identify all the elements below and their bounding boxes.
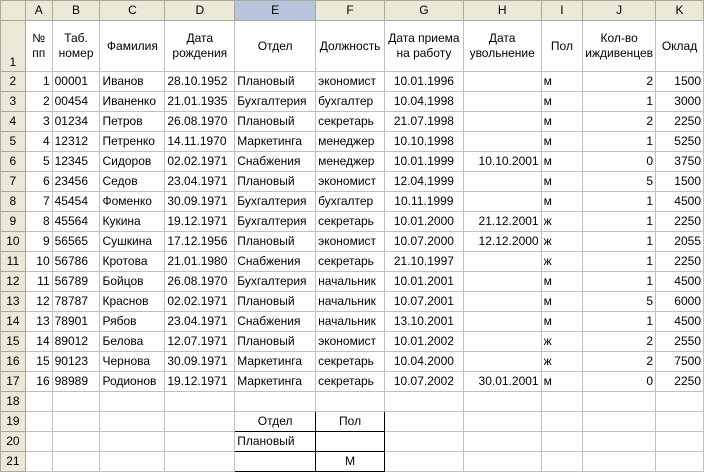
column-header-f[interactable]: F xyxy=(316,1,385,21)
empty-cell[interactable] xyxy=(235,392,316,412)
data-cell[interactable] xyxy=(463,312,541,332)
empty-cell[interactable] xyxy=(656,412,704,432)
data-cell[interactable]: 14.11.1970 xyxy=(165,132,235,152)
data-cell[interactable]: Маркетинга xyxy=(235,372,316,392)
table-row xyxy=(1,132,704,152)
data-cell[interactable]: 10.01.1996 xyxy=(385,72,464,92)
data-cell[interactable]: 19.12.1971 xyxy=(165,372,235,392)
data-cell[interactable] xyxy=(463,112,541,132)
data-cell[interactable]: Бухгалтерия xyxy=(235,92,316,112)
empty-cell[interactable] xyxy=(656,392,704,412)
data-cell[interactable]: ж xyxy=(541,332,583,352)
data-cell[interactable]: Иванов xyxy=(100,72,165,92)
header-cell[interactable]: Пол xyxy=(541,21,583,72)
data-cell[interactable]: 2 xyxy=(583,72,656,92)
criteria-cell[interactable]: Плановый xyxy=(235,432,316,452)
data-cell[interactable]: 56565 xyxy=(52,232,100,252)
column-header-b[interactable]: B xyxy=(52,1,100,21)
data-cell[interactable]: 23.04.1971 xyxy=(165,312,235,332)
data-cell[interactable]: 10.07.2002 xyxy=(385,372,464,392)
data-cell[interactable]: м xyxy=(541,192,583,212)
criteria-cell[interactable]: Отдел xyxy=(235,412,316,432)
data-cell[interactable]: 1 xyxy=(583,312,656,332)
empty-cell[interactable] xyxy=(52,392,100,412)
data-cell[interactable]: 89012 xyxy=(52,332,100,352)
data-cell[interactable]: м xyxy=(541,172,583,192)
row-header[interactable]: 5 xyxy=(1,132,26,152)
empty-cell[interactable] xyxy=(463,432,541,452)
column-header-c[interactable]: C xyxy=(100,1,165,21)
data-cell[interactable]: 1500 xyxy=(656,72,704,92)
empty-cell[interactable] xyxy=(52,452,100,472)
data-cell[interactable]: Кукина xyxy=(100,212,165,232)
empty-cell[interactable] xyxy=(165,392,235,412)
data-cell[interactable]: 2250 xyxy=(656,372,704,392)
data-cell[interactable]: 5 xyxy=(583,292,656,312)
table-row xyxy=(1,412,704,432)
data-cell[interactable]: 1 xyxy=(583,212,656,232)
row-header[interactable]: 4 xyxy=(1,112,26,132)
empty-cell[interactable] xyxy=(100,412,165,432)
empty-cell[interactable] xyxy=(583,452,656,472)
header-cell[interactable]: Таб. номер xyxy=(52,21,100,72)
column-header-k[interactable]: K xyxy=(656,1,704,21)
data-cell[interactable]: 21.01.1980 xyxy=(165,252,235,272)
row-header[interactable]: 6 xyxy=(1,152,26,172)
data-cell[interactable]: 90123 xyxy=(52,352,100,372)
empty-cell[interactable] xyxy=(583,412,656,432)
data-cell[interactable]: 21.01.1935 xyxy=(165,92,235,112)
data-cell[interactable]: экономист xyxy=(316,72,385,92)
data-cell[interactable]: 8 xyxy=(25,212,52,232)
data-cell[interactable] xyxy=(463,272,541,292)
empty-cell[interactable] xyxy=(583,392,656,412)
empty-cell[interactable] xyxy=(165,452,235,472)
criteria-cell[interactable]: М xyxy=(316,452,385,472)
data-cell[interactable]: начальник xyxy=(316,312,385,332)
empty-cell[interactable] xyxy=(100,392,165,412)
data-cell[interactable] xyxy=(463,252,541,272)
table-row xyxy=(1,452,704,472)
column-header-row xyxy=(1,1,704,21)
data-cell[interactable]: ж xyxy=(541,352,583,372)
data-cell[interactable]: м xyxy=(541,72,583,92)
empty-cell[interactable] xyxy=(52,432,100,452)
table-row xyxy=(1,172,704,192)
data-cell[interactable]: экономист xyxy=(316,232,385,252)
data-cell[interactable]: 17.12.1956 xyxy=(165,232,235,252)
data-cell[interactable]: Плановый xyxy=(235,112,316,132)
data-cell[interactable]: 1500 xyxy=(656,172,704,192)
empty-cell[interactable] xyxy=(25,392,52,412)
data-cell[interactable]: Плановый xyxy=(235,72,316,92)
empty-cell[interactable] xyxy=(583,432,656,452)
data-cell[interactable]: Сушкина xyxy=(100,232,165,252)
data-cell[interactable]: 10.10.2001 xyxy=(463,152,541,172)
data-cell[interactable]: 21.10.1997 xyxy=(385,252,464,272)
empty-cell[interactable] xyxy=(100,432,165,452)
data-cell[interactable]: Краснов xyxy=(100,292,165,312)
data-cell[interactable]: 13 xyxy=(25,312,52,332)
data-cell[interactable]: Плановый xyxy=(235,232,316,252)
data-cell[interactable]: 98989 xyxy=(52,372,100,392)
data-cell[interactable]: 2 xyxy=(583,112,656,132)
data-cell[interactable]: Петренко xyxy=(100,132,165,152)
column-header-i[interactable]: I xyxy=(541,1,583,21)
data-cell[interactable]: Снабжения xyxy=(235,152,316,172)
column-header-d[interactable]: D xyxy=(165,1,235,21)
data-cell[interactable]: 12.12.2000 xyxy=(463,232,541,252)
data-cell[interactable] xyxy=(463,292,541,312)
data-cell[interactable]: начальник xyxy=(316,272,385,292)
empty-cell[interactable] xyxy=(25,412,52,432)
header-cell[interactable]: Фамилия xyxy=(100,21,165,72)
data-cell[interactable]: Бухгалтерия xyxy=(235,272,316,292)
data-cell[interactable]: 10 xyxy=(25,252,52,272)
data-cell[interactable]: Маркетинга xyxy=(235,132,316,152)
row-header[interactable]: 19 xyxy=(1,412,26,432)
data-cell[interactable]: 1 xyxy=(25,72,52,92)
data-cell[interactable]: 2 xyxy=(25,92,52,112)
data-cell[interactable]: 10.01.2002 xyxy=(385,332,464,352)
data-cell[interactable]: 6000 xyxy=(656,292,704,312)
data-cell[interactable]: 14 xyxy=(25,332,52,352)
data-cell[interactable]: 4500 xyxy=(656,272,704,292)
empty-cell[interactable] xyxy=(541,432,583,452)
data-cell[interactable]: 16 xyxy=(25,372,52,392)
data-cell[interactable]: экономист xyxy=(316,332,385,352)
data-cell[interactable]: 10.01.1999 xyxy=(385,152,464,172)
empty-cell[interactable] xyxy=(165,432,235,452)
column-header-e[interactable]: E xyxy=(235,1,316,21)
data-cell[interactable]: 3000 xyxy=(656,92,704,112)
data-cell[interactable]: 26.08.1970 xyxy=(165,112,235,132)
data-cell[interactable]: Кротова xyxy=(100,252,165,272)
row-header[interactable]: 9 xyxy=(1,212,26,232)
data-cell[interactable]: 78901 xyxy=(52,312,100,332)
data-cell[interactable]: секретарь xyxy=(316,352,385,372)
data-cell[interactable]: Маркетинга xyxy=(235,352,316,372)
data-cell[interactable]: Седов xyxy=(100,172,165,192)
data-cell[interactable]: 02.02.1971 xyxy=(165,152,235,172)
data-cell[interactable]: 10.01.2000 xyxy=(385,212,464,232)
data-cell[interactable]: м xyxy=(541,312,583,332)
data-cell[interactable]: 30.09.1971 xyxy=(165,192,235,212)
data-cell[interactable]: 10.07.2000 xyxy=(385,232,464,252)
header-cell[interactable]: Должность xyxy=(316,21,385,72)
row-header[interactable]: 1 xyxy=(1,21,26,72)
empty-cell[interactable] xyxy=(463,392,541,412)
data-cell[interactable]: 4 xyxy=(25,132,52,152)
header-cell[interactable]: № пп xyxy=(25,21,52,72)
row-header[interactable]: 8 xyxy=(1,192,26,212)
data-cell[interactable]: Плановый xyxy=(235,172,316,192)
data-cell[interactable]: 9 xyxy=(25,232,52,252)
data-cell[interactable]: м xyxy=(541,272,583,292)
data-cell[interactable]: м xyxy=(541,92,583,112)
data-cell[interactable]: 10.04.1998 xyxy=(385,92,464,112)
data-cell[interactable]: 12 xyxy=(25,292,52,312)
data-cell[interactable]: 78787 xyxy=(52,292,100,312)
data-cell[interactable]: м xyxy=(541,292,583,312)
empty-cell[interactable] xyxy=(385,432,464,452)
data-cell[interactable]: начальник xyxy=(316,292,385,312)
data-cell[interactable]: Чернова xyxy=(100,352,165,372)
data-cell[interactable]: секретарь xyxy=(316,252,385,272)
data-cell[interactable] xyxy=(463,352,541,372)
empty-cell[interactable] xyxy=(100,452,165,472)
data-cell[interactable]: Белова xyxy=(100,332,165,352)
data-cell[interactable]: 2 xyxy=(583,332,656,352)
empty-cell[interactable] xyxy=(25,452,52,472)
data-cell[interactable]: 2250 xyxy=(656,212,704,232)
empty-cell[interactable] xyxy=(656,432,704,452)
data-cell[interactable]: Плановый xyxy=(235,292,316,312)
row-header[interactable]: 2 xyxy=(1,72,26,92)
data-cell[interactable]: бухгалтер xyxy=(316,192,385,212)
data-cell[interactable]: 10.11.1999 xyxy=(385,192,464,212)
empty-cell[interactable] xyxy=(25,432,52,452)
data-cell[interactable]: ж xyxy=(541,232,583,252)
data-cell[interactable]: Рябов xyxy=(100,312,165,332)
criteria-cell[interactable] xyxy=(316,432,385,452)
column-header-g[interactable]: G xyxy=(385,1,464,21)
table-row xyxy=(1,292,704,312)
data-cell[interactable]: 30.01.2001 xyxy=(463,372,541,392)
row-header[interactable]: 15 xyxy=(1,332,26,352)
data-cell[interactable]: 26.08.1970 xyxy=(165,272,235,292)
table-row xyxy=(1,312,704,332)
table-row xyxy=(1,372,704,392)
table-row xyxy=(1,232,704,252)
data-cell[interactable]: 0 xyxy=(583,152,656,172)
data-cell[interactable]: Плановый xyxy=(235,332,316,352)
table-row xyxy=(1,152,704,172)
data-cell[interactable]: Бухгалтерия xyxy=(235,212,316,232)
row-header[interactable]: 13 xyxy=(1,292,26,312)
data-cell[interactable] xyxy=(463,192,541,212)
data-cell[interactable]: 1 xyxy=(583,232,656,252)
data-cell[interactable]: 6 xyxy=(25,172,52,192)
data-cell[interactable]: Фоменко xyxy=(100,192,165,212)
row-header[interactable]: 7 xyxy=(1,172,26,192)
table-row xyxy=(1,332,704,352)
table-row xyxy=(1,192,704,212)
data-cell[interactable]: 28.10.1952 xyxy=(165,72,235,92)
header-cell[interactable]: Отдел xyxy=(235,21,316,72)
data-cell[interactable]: экономист xyxy=(316,172,385,192)
data-cell[interactable]: Бойцов xyxy=(100,272,165,292)
table-row xyxy=(1,432,704,452)
data-cell[interactable]: 2550 xyxy=(656,332,704,352)
data-cell[interactable]: 10.04.2000 xyxy=(385,352,464,372)
data-cell[interactable]: м xyxy=(541,372,583,392)
header-cell[interactable]: Кол-во иждивенцев xyxy=(583,21,656,72)
data-cell[interactable]: 3 xyxy=(25,112,52,132)
data-cell[interactable]: 4500 xyxy=(656,312,704,332)
table-row xyxy=(1,392,704,412)
data-cell[interactable]: 11 xyxy=(25,272,52,292)
data-cell[interactable]: 4500 xyxy=(656,192,704,212)
row-header[interactable]: 14 xyxy=(1,312,26,332)
data-cell[interactable]: 12.04.1999 xyxy=(385,172,464,192)
data-cell[interactable] xyxy=(463,172,541,192)
data-cell[interactable]: 45454 xyxy=(52,192,100,212)
table-row xyxy=(1,212,704,232)
data-cell[interactable]: 1 xyxy=(583,272,656,292)
data-cell[interactable] xyxy=(463,332,541,352)
row-header[interactable]: 3 xyxy=(1,92,26,112)
row-header[interactable]: 21 xyxy=(1,452,26,472)
header-cell[interactable]: Дата рождения xyxy=(165,21,235,72)
data-cell[interactable]: м xyxy=(541,132,583,152)
data-cell[interactable]: 12312 xyxy=(52,132,100,152)
data-cell[interactable]: 45564 xyxy=(52,212,100,232)
data-cell[interactable]: 3750 xyxy=(656,152,704,172)
empty-cell[interactable] xyxy=(656,452,704,472)
empty-cell[interactable] xyxy=(463,452,541,472)
header-cell[interactable]: Дата приема на работу xyxy=(385,21,464,72)
table-row xyxy=(1,352,704,372)
row-header[interactable]: 16 xyxy=(1,352,26,372)
data-cell[interactable]: 21.07.1998 xyxy=(385,112,464,132)
data-cell[interactable]: бухгалтер xyxy=(316,92,385,112)
empty-cell[interactable] xyxy=(541,392,583,412)
data-cell[interactable]: 23456 xyxy=(52,172,100,192)
table-row xyxy=(1,92,704,112)
data-cell[interactable] xyxy=(463,72,541,92)
data-cell[interactable]: 1 xyxy=(583,92,656,112)
data-cell[interactable]: менеджер xyxy=(316,132,385,152)
data-cell[interactable]: Бухгалтерия xyxy=(235,192,316,212)
data-cell[interactable]: Снабжения xyxy=(235,312,316,332)
row-header[interactable]: 18 xyxy=(1,392,26,412)
data-cell[interactable]: 23.04.1971 xyxy=(165,172,235,192)
data-cell[interactable]: 56786 xyxy=(52,252,100,272)
data-cell[interactable]: 10.07.2001 xyxy=(385,292,464,312)
data-cell[interactable]: 5 xyxy=(25,152,52,172)
select-all-corner[interactable] xyxy=(1,1,26,21)
data-cell[interactable]: 30.09.1971 xyxy=(165,352,235,372)
data-cell[interactable]: 56789 xyxy=(52,272,100,292)
data-cell[interactable]: 13.10.2001 xyxy=(385,312,464,332)
table-header-row xyxy=(1,21,704,72)
data-cell[interactable]: 5 xyxy=(583,172,656,192)
row-header[interactable]: 12 xyxy=(1,272,26,292)
header-cell[interactable]: Дата увольнение xyxy=(463,21,541,72)
empty-cell[interactable] xyxy=(385,412,464,432)
data-cell[interactable] xyxy=(463,132,541,152)
data-cell[interactable]: Иваненко xyxy=(100,92,165,112)
data-cell[interactable]: 10.10.1998 xyxy=(385,132,464,152)
empty-cell[interactable] xyxy=(463,412,541,432)
data-cell[interactable]: Снабжения xyxy=(235,252,316,272)
column-header-j[interactable]: J xyxy=(583,1,656,21)
data-cell[interactable]: Родионов xyxy=(100,372,165,392)
data-cell[interactable]: Петров xyxy=(100,112,165,132)
data-cell[interactable]: 0 xyxy=(583,372,656,392)
data-cell[interactable]: 01234 xyxy=(52,112,100,132)
row-header[interactable]: 11 xyxy=(1,252,26,272)
data-cell[interactable]: 2 xyxy=(583,352,656,372)
data-cell[interactable]: 1 xyxy=(583,132,656,152)
empty-cell[interactable] xyxy=(385,392,464,412)
data-cell[interactable]: 00001 xyxy=(52,72,100,92)
table-row xyxy=(1,272,704,292)
data-cell[interactable] xyxy=(463,92,541,112)
data-cell[interactable]: 15 xyxy=(25,352,52,372)
data-cell[interactable]: секретарь xyxy=(316,372,385,392)
data-cell[interactable]: 21.12.2001 xyxy=(463,212,541,232)
data-cell[interactable]: 02.02.1971 xyxy=(165,292,235,312)
data-cell[interactable]: 12345 xyxy=(52,152,100,172)
data-cell[interactable]: ж xyxy=(541,212,583,232)
data-cell[interactable]: секретарь xyxy=(316,212,385,232)
data-cell[interactable]: 5250 xyxy=(656,132,704,152)
empty-cell[interactable] xyxy=(316,392,385,412)
table-row xyxy=(1,112,704,132)
data-cell[interactable]: 7 xyxy=(25,192,52,212)
data-cell[interactable]: 2055 xyxy=(656,232,704,252)
criteria-cell[interactable]: Пол xyxy=(316,412,385,432)
data-cell[interactable]: 7500 xyxy=(656,352,704,372)
header-cell[interactable]: Оклад xyxy=(656,21,704,72)
data-cell[interactable]: ж xyxy=(541,252,583,272)
data-cell[interactable]: м xyxy=(541,152,583,172)
data-cell[interactable]: секретарь xyxy=(316,112,385,132)
row-header[interactable]: 10 xyxy=(1,232,26,252)
empty-cell[interactable] xyxy=(541,412,583,432)
table-row xyxy=(1,72,704,92)
data-cell[interactable]: менеджер xyxy=(316,152,385,172)
data-cell[interactable]: 19.12.1971 xyxy=(165,212,235,232)
data-cell[interactable]: 2250 xyxy=(656,252,704,272)
data-cell[interactable]: 12.07.1971 xyxy=(165,332,235,352)
column-header-a[interactable]: A xyxy=(25,1,52,21)
empty-cell[interactable] xyxy=(52,412,100,432)
empty-cell[interactable] xyxy=(541,452,583,472)
table-row xyxy=(1,252,704,272)
criteria-cell[interactable] xyxy=(235,452,316,472)
data-cell[interactable]: 2250 xyxy=(656,112,704,132)
data-cell[interactable]: 00454 xyxy=(52,92,100,112)
row-header[interactable]: 17 xyxy=(1,372,26,392)
column-header-h[interactable]: H xyxy=(463,1,541,21)
data-cell[interactable]: м xyxy=(541,112,583,132)
data-cell[interactable]: 1 xyxy=(583,252,656,272)
row-header[interactable]: 20 xyxy=(1,432,26,452)
empty-cell[interactable] xyxy=(385,452,464,472)
data-cell[interactable]: Сидоров xyxy=(100,152,165,172)
empty-cell[interactable] xyxy=(165,412,235,432)
data-cell[interactable]: 1 xyxy=(583,192,656,212)
data-cell[interactable]: 10.01.2001 xyxy=(385,272,464,292)
